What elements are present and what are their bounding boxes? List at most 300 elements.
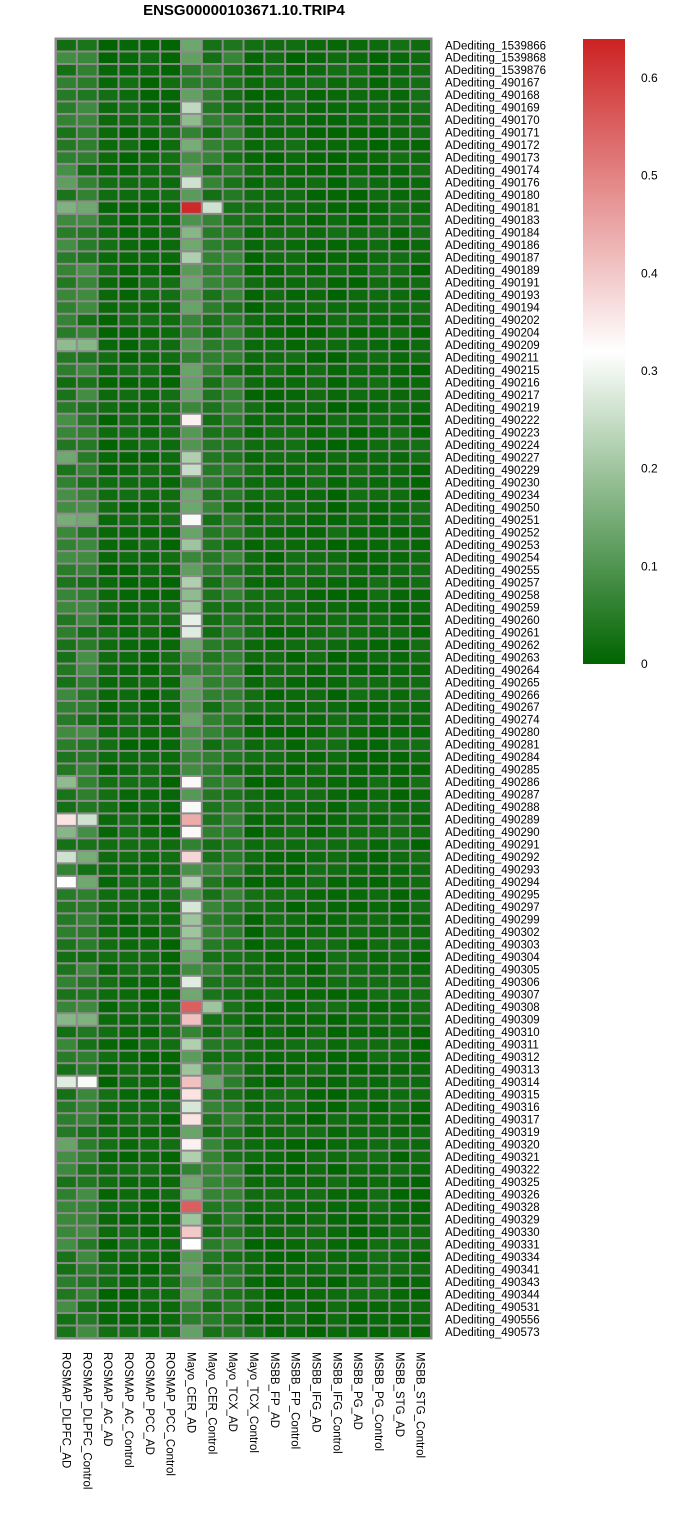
- heatmap-cell: [328, 652, 347, 662]
- heatmap-cell: [349, 290, 368, 300]
- heatmap-cell: [140, 714, 159, 724]
- heatmap-cell: [224, 52, 243, 62]
- heatmap-cell: [78, 640, 97, 650]
- heatmap-cell: [370, 1089, 389, 1099]
- heatmap-cell: [370, 115, 389, 125]
- heatmap-cell: [161, 902, 180, 912]
- heatmap-cell: [224, 752, 243, 762]
- heatmap-cell: [265, 977, 284, 987]
- heatmap-cell: [161, 215, 180, 225]
- heatmap-cell: [245, 615, 264, 625]
- heatmap-cell: [182, 252, 201, 262]
- heatmap-cell: [245, 1264, 264, 1274]
- heatmap-cell: [182, 752, 201, 762]
- heatmap-cell: [182, 552, 201, 562]
- heatmap-cell: [307, 827, 326, 837]
- heatmap-cell: [120, 265, 139, 275]
- heatmap-cell: [78, 1327, 97, 1337]
- heatmap-cell: [120, 752, 139, 762]
- heatmap-cell: [245, 1214, 264, 1224]
- heatmap-cell: [328, 477, 347, 487]
- heatmap-cell: [265, 1164, 284, 1174]
- heatmap-cell: [120, 65, 139, 75]
- heatmap-cell: [203, 65, 222, 75]
- heatmap-cell: [265, 627, 284, 637]
- heatmap-cell: [57, 477, 76, 487]
- heatmap-cell: [57, 739, 76, 749]
- heatmap-cell: [349, 777, 368, 787]
- heatmap-cell: [224, 652, 243, 662]
- heatmap-cell: [140, 864, 159, 874]
- heatmap-cell: [286, 40, 305, 50]
- heatmap-cell: [224, 1064, 243, 1074]
- heatmap-cell: [99, 777, 118, 787]
- heatmap-cell: [349, 739, 368, 749]
- heatmap-cell: [307, 152, 326, 162]
- heatmap-cell: [224, 1277, 243, 1287]
- heatmap-cell: [182, 914, 201, 924]
- heatmap-cell: [182, 665, 201, 675]
- heatmap-cell: [140, 40, 159, 50]
- heatmap-cell: [328, 177, 347, 187]
- heatmap-cell: [99, 1202, 118, 1212]
- heatmap-cell: [57, 964, 76, 974]
- heatmap-cell: [286, 565, 305, 575]
- heatmap-cell: [99, 265, 118, 275]
- heatmap-cell: [390, 365, 409, 375]
- heatmap-cell: [307, 1114, 326, 1124]
- heatmap-cell: [203, 352, 222, 362]
- heatmap-cell: [203, 1027, 222, 1037]
- heatmap-cell: [120, 1164, 139, 1174]
- heatmap-cell: [78, 352, 97, 362]
- heatmap-cell: [203, 415, 222, 425]
- heatmap-cell: [411, 390, 430, 400]
- heatmap-cell: [161, 1277, 180, 1287]
- heatmap-cell: [411, 165, 430, 175]
- heatmap-cell: [78, 1252, 97, 1262]
- heatmap-cell: [411, 352, 430, 362]
- heatmap-cell: [203, 477, 222, 487]
- heatmap-cell: [203, 90, 222, 100]
- heatmap-cell: [78, 827, 97, 837]
- heatmap-cell: [78, 590, 97, 600]
- heatmap-cell: [245, 1177, 264, 1187]
- heatmap-cell: [161, 764, 180, 774]
- heatmap-cell: [245, 764, 264, 774]
- heatmap-cell: [161, 515, 180, 525]
- heatmap-cell: [57, 927, 76, 937]
- heatmap-cell: [286, 1089, 305, 1099]
- heatmap-cell: [370, 502, 389, 512]
- heatmap-cell: [78, 702, 97, 712]
- heatmap-cell: [245, 1227, 264, 1237]
- heatmap-cell: [224, 265, 243, 275]
- heatmap-cell: [140, 90, 159, 100]
- heatmap-cell: [307, 440, 326, 450]
- heatmap-cell: [370, 327, 389, 337]
- heatmap-cell: [203, 277, 222, 287]
- heatmap-cell: [203, 1014, 222, 1024]
- heatmap-cell: [286, 315, 305, 325]
- heatmap-cell: [328, 115, 347, 125]
- heatmap-cell: [140, 552, 159, 562]
- heatmap-cell: [328, 402, 347, 412]
- heatmap-cell: [203, 565, 222, 575]
- heatmap-cell: [120, 227, 139, 237]
- heatmap-cell: [203, 577, 222, 587]
- heatmap-cell: [224, 452, 243, 462]
- heatmap-cell: [99, 1064, 118, 1074]
- heatmap-cell: [370, 989, 389, 999]
- heatmap-cell: [161, 90, 180, 100]
- heatmap-cell: [286, 989, 305, 999]
- heatmap-cell: [99, 115, 118, 125]
- heatmap-cell: [245, 827, 264, 837]
- legend-tick-label: 0.2: [641, 461, 658, 476]
- heatmap-cell: [265, 1289, 284, 1299]
- heatmap-cell: [286, 677, 305, 687]
- heatmap-cell: [57, 952, 76, 962]
- heatmap-cell: [349, 652, 368, 662]
- heatmap-cell: [120, 627, 139, 637]
- heatmap-cell: [370, 1077, 389, 1087]
- heatmap-cell: [203, 340, 222, 350]
- heatmap-cell: [265, 739, 284, 749]
- heatmap-cell: [203, 1239, 222, 1249]
- row-label: ADediting_490262: [445, 639, 540, 652]
- heatmap-cell: [224, 565, 243, 575]
- heatmap-cell: [328, 40, 347, 50]
- heatmap-cell: [245, 452, 264, 462]
- heatmap-cell: [328, 77, 347, 87]
- heatmap-cell: [411, 752, 430, 762]
- heatmap-cell: [411, 452, 430, 462]
- heatmap-cell: [120, 1052, 139, 1062]
- heatmap-cell: [140, 927, 159, 937]
- heatmap-cell: [286, 302, 305, 312]
- heatmap-cell: [245, 440, 264, 450]
- row-label: ADediting_490266: [445, 689, 540, 702]
- heatmap-cell: [120, 1189, 139, 1199]
- heatmap-cell: [57, 340, 76, 350]
- heatmap-cell: [349, 1239, 368, 1249]
- heatmap-cell: [307, 590, 326, 600]
- heatmap-cell: [307, 165, 326, 175]
- heatmap-cell: [328, 964, 347, 974]
- heatmap-cell: [349, 627, 368, 637]
- heatmap-cell: [57, 752, 76, 762]
- heatmap-cell: [203, 490, 222, 500]
- heatmap-cell: [370, 739, 389, 749]
- heatmap-cell: [140, 1114, 159, 1124]
- heatmap-cell: [120, 102, 139, 112]
- heatmap-cell: [370, 1214, 389, 1224]
- heatmap-cell: [120, 1277, 139, 1287]
- heatmap-cell: [390, 52, 409, 62]
- heatmap-cell: [265, 1027, 284, 1037]
- heatmap-cell: [370, 590, 389, 600]
- heatmap-cell: [78, 202, 97, 212]
- heatmap-cell: [411, 1114, 430, 1124]
- heatmap-cell: [307, 1314, 326, 1324]
- heatmap-cell: [140, 1164, 159, 1174]
- heatmap-cell: [182, 427, 201, 437]
- row-label: ADediting_490267: [445, 702, 540, 715]
- heatmap-cell: [307, 265, 326, 275]
- heatmap-cell: [245, 690, 264, 700]
- heatmap-cell: [265, 152, 284, 162]
- heatmap-cell: [245, 152, 264, 162]
- column-label: ROSMAP_PCC_Control: [163, 1352, 176, 1476]
- heatmap-cell: [411, 265, 430, 275]
- heatmap-cell: [120, 739, 139, 749]
- heatmap-cell: [161, 1014, 180, 1024]
- heatmap-cell: [224, 140, 243, 150]
- row-label: ADediting_490176: [445, 177, 540, 190]
- row-label: ADediting_490227: [445, 452, 540, 465]
- heatmap-cell: [182, 1002, 201, 1012]
- heatmap-cell: [140, 402, 159, 412]
- heatmap-cell: [161, 839, 180, 849]
- heatmap-cell: [99, 215, 118, 225]
- heatmap-cell: [349, 277, 368, 287]
- heatmap-cell: [286, 1277, 305, 1287]
- heatmap-cell: [57, 540, 76, 550]
- heatmap-cell: [57, 989, 76, 999]
- heatmap-cell: [78, 789, 97, 799]
- heatmap-cell: [224, 1139, 243, 1149]
- heatmap-cell: [203, 877, 222, 887]
- row-label: ADediting_490230: [445, 477, 540, 490]
- heatmap-cell: [182, 540, 201, 550]
- heatmap-cell: [203, 1139, 222, 1149]
- heatmap-cell: [349, 52, 368, 62]
- heatmap-cell: [286, 1027, 305, 1037]
- heatmap-cell: [140, 102, 159, 112]
- heatmap-cell: [349, 827, 368, 837]
- heatmap-cell: [140, 515, 159, 525]
- heatmap-cell: [307, 615, 326, 625]
- heatmap-cell: [370, 677, 389, 687]
- heatmap-cell: [120, 1214, 139, 1224]
- heatmap-cell: [99, 390, 118, 400]
- row-label: ADediting_490274: [445, 714, 540, 727]
- heatmap-cell: [182, 640, 201, 650]
- heatmap-cell: [78, 1064, 97, 1074]
- heatmap-cell: [411, 977, 430, 987]
- row-label: ADediting_490209: [445, 340, 540, 353]
- heatmap-cell: [140, 852, 159, 862]
- heatmap-cell: [245, 315, 264, 325]
- heatmap-cell: [161, 127, 180, 137]
- heatmap-cell: [78, 1102, 97, 1112]
- row-label: ADediting_490204: [445, 327, 540, 340]
- heatmap-cell: [224, 1327, 243, 1337]
- row-label: ADediting_490328: [445, 1201, 540, 1214]
- heatmap-cell: [182, 52, 201, 62]
- heatmap-cell: [265, 615, 284, 625]
- heatmap-cell: [57, 764, 76, 774]
- heatmap-cell: [161, 889, 180, 899]
- heatmap-cell: [411, 927, 430, 937]
- heatmap-cell: [390, 1314, 409, 1324]
- row-label: ADediting_490169: [445, 102, 540, 115]
- heatmap-cell: [370, 777, 389, 787]
- heatmap-cell: [140, 1302, 159, 1312]
- heatmap-cell: [140, 752, 159, 762]
- heatmap-cell: [140, 1202, 159, 1212]
- heatmap-cell: [328, 864, 347, 874]
- heatmap-cell: [182, 864, 201, 874]
- heatmap-cell: [203, 989, 222, 999]
- heatmap-cell: [245, 1277, 264, 1287]
- heatmap-cell: [390, 690, 409, 700]
- heatmap-cell: [265, 652, 284, 662]
- heatmap-cell: [120, 390, 139, 400]
- heatmap-cell: [224, 902, 243, 912]
- heatmap-cell: [265, 402, 284, 412]
- heatmap-cell: [120, 702, 139, 712]
- heatmap-cell: [265, 690, 284, 700]
- heatmap-cell: [224, 552, 243, 562]
- heatmap-cell: [328, 1052, 347, 1062]
- heatmap-cell: [307, 752, 326, 762]
- heatmap-cell: [349, 615, 368, 625]
- heatmap-cell: [245, 177, 264, 187]
- heatmap-cell: [99, 640, 118, 650]
- heatmap-cell: [57, 1077, 76, 1087]
- heatmap-cell: [286, 240, 305, 250]
- heatmap-cell: [370, 102, 389, 112]
- heatmap-cell: [390, 427, 409, 437]
- heatmap-cell: [328, 302, 347, 312]
- heatmap-cell: [328, 939, 347, 949]
- heatmap-cell: [265, 1039, 284, 1049]
- heatmap-cell: [140, 977, 159, 987]
- heatmap-cell: [245, 390, 264, 400]
- heatmap-cell: [161, 1127, 180, 1137]
- heatmap-cell: [140, 152, 159, 162]
- heatmap-cell: [286, 1064, 305, 1074]
- heatmap-cell: [411, 777, 430, 787]
- heatmap-cell: [245, 964, 264, 974]
- heatmap-cell: [224, 789, 243, 799]
- heatmap-cell: [78, 1277, 97, 1287]
- heatmap-cell: [57, 1102, 76, 1112]
- heatmap-cell: [182, 65, 201, 75]
- row-label: ADediting_490191: [445, 277, 540, 290]
- heatmap-cell: [286, 115, 305, 125]
- heatmap-cell: [78, 864, 97, 874]
- heatmap-cell: [245, 190, 264, 200]
- heatmap-cell: [78, 927, 97, 937]
- heatmap-cell: [328, 165, 347, 175]
- heatmap-cell: [307, 1152, 326, 1162]
- heatmap-cell: [224, 290, 243, 300]
- heatmap-cell: [99, 714, 118, 724]
- heatmap-cell: [370, 477, 389, 487]
- heatmap-cell: [390, 390, 409, 400]
- row-label: ADediting_490288: [445, 802, 540, 815]
- heatmap-cell: [307, 565, 326, 575]
- heatmap-cell: [120, 889, 139, 899]
- heatmap-cell: [390, 202, 409, 212]
- heatmap-cell: [78, 1114, 97, 1124]
- heatmap-cell: [307, 652, 326, 662]
- heatmap-cell: [78, 1077, 97, 1087]
- heatmap-cell: [57, 290, 76, 300]
- heatmap-cell: [307, 1027, 326, 1037]
- heatmap-cell: [57, 1089, 76, 1099]
- heatmap-cell: [140, 240, 159, 250]
- heatmap-cell: [57, 1014, 76, 1024]
- row-label: ADediting_490310: [445, 1026, 540, 1039]
- heatmap-cell: [224, 1202, 243, 1212]
- heatmap-cell: [411, 1102, 430, 1112]
- heatmap-cell: [99, 789, 118, 799]
- heatmap-cell: [120, 652, 139, 662]
- heatmap-cell: [245, 1039, 264, 1049]
- heatmap-cell: [349, 1089, 368, 1099]
- heatmap-cell: [78, 40, 97, 50]
- heatmap-cell: [265, 527, 284, 537]
- heatmap-cell: [286, 1302, 305, 1312]
- heatmap-cell: [307, 864, 326, 874]
- heatmap-cell: [99, 1302, 118, 1312]
- heatmap-cell: [390, 640, 409, 650]
- heatmap-cell: [411, 677, 430, 687]
- heatmap-cell: [57, 215, 76, 225]
- heatmap-cell: [265, 327, 284, 337]
- heatmap-cell: [224, 190, 243, 200]
- heatmap-cell: [120, 127, 139, 137]
- heatmap-cell: [411, 952, 430, 962]
- heatmap-cell: [78, 1177, 97, 1187]
- heatmap-cell: [203, 827, 222, 837]
- heatmap-cell: [140, 465, 159, 475]
- heatmap-cell: [161, 490, 180, 500]
- heatmap-cell: [57, 1064, 76, 1074]
- heatmap-cell: [161, 939, 180, 949]
- heatmap-cell: [328, 977, 347, 987]
- heatmap-cell: [307, 40, 326, 50]
- column-label: MSBB_STG_AD: [392, 1352, 405, 1437]
- heatmap-cell: [99, 1314, 118, 1324]
- heatmap-cell: [328, 1227, 347, 1237]
- heatmap-cell: [307, 540, 326, 550]
- heatmap-cell: [140, 640, 159, 650]
- heatmap-cell: [245, 652, 264, 662]
- column-label: ROSMAP_AC_AD: [101, 1352, 114, 1447]
- heatmap-cell: [286, 1289, 305, 1299]
- heatmap-cell: [224, 352, 243, 362]
- heatmap-cell: [265, 839, 284, 849]
- heatmap-cell: [411, 1214, 430, 1224]
- heatmap-cell: [203, 602, 222, 612]
- heatmap-cell: [265, 552, 284, 562]
- heatmap-cell: [328, 927, 347, 937]
- heatmap-cell: [203, 1102, 222, 1112]
- heatmap-cell: [140, 1139, 159, 1149]
- heatmap-cell: [182, 1214, 201, 1224]
- heatmap-cell: [120, 477, 139, 487]
- heatmap-cell: [203, 315, 222, 325]
- heatmap-cell: [161, 477, 180, 487]
- heatmap-cell: [370, 964, 389, 974]
- heatmap-cell: [140, 739, 159, 749]
- heatmap-cell: [370, 1002, 389, 1012]
